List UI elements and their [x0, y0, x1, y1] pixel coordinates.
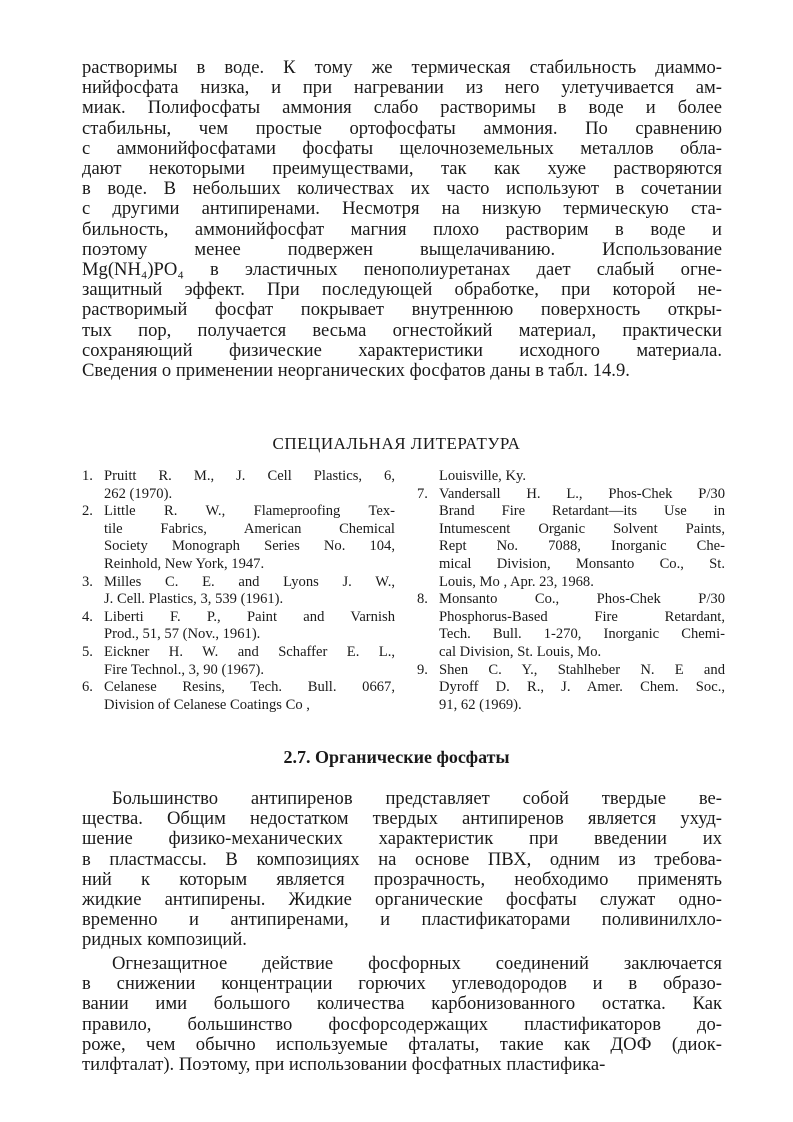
text-line: правило, большинство фосфорсодержащих пластификаторов до-: [82, 1013, 722, 1035]
text-line: Большинство антипиренов представляет собой твердые ве-: [112, 788, 722, 809]
text-line: миак. Полифосфаты аммония слабо растворимы в воде и более: [82, 97, 722, 119]
text-line: с аммонийфосфатами фосфаты щелочноземельных металлов обла-: [82, 137, 722, 159]
reference-line: Division of Celanese Coatings Co ,: [104, 696, 310, 713]
reference-number: 9.: [417, 661, 428, 678]
reference-entry: [82, 644, 395, 679]
section-heading: 2.7. Органические фосфаты: [283, 747, 510, 767]
text-line: в пластмассы. В композициях на основе ПВХ, одним из требова-: [82, 848, 722, 870]
reference-entry: [82, 468, 395, 503]
reference-number: 1.: [82, 468, 93, 484]
reference-line: Reinhold, New York, 1947.: [104, 555, 265, 572]
paragraph-organic-phosphates-intro: [82, 789, 722, 951]
text-line: тых пор, получается весьма огнестойкий материал, практически: [82, 319, 722, 341]
text-line: сохраняющий физические характеристики исходного материала.: [82, 339, 722, 361]
text-line: ний к которым является прозрачность, необходимо применять: [82, 868, 722, 890]
reference-line: Brand Fire Retardant—its Use in: [439, 503, 725, 520]
reference-entry: [82, 574, 395, 609]
reference-line: Fire Technol., 3, 90 (1967).: [104, 661, 265, 678]
text-line: щества. Общим недостатком твердых антипиренов является ухуд-: [82, 808, 722, 830]
text-line: Огнезащитное действие фосфорных соединений заключается: [112, 953, 722, 974]
reference-number: 8.: [417, 591, 428, 608]
reference-line: Intumescent Organic Solvent Paints,: [439, 520, 725, 537]
reference-line: Society Monograph Series No. 104,: [104, 538, 395, 555]
text-line: бильность, аммонийфосфат магния плохо растворим в воде и: [82, 218, 722, 240]
reference-number: 4.: [82, 608, 93, 625]
reference-entry: [82, 503, 395, 573]
reference-line: 262 (1970).: [104, 485, 173, 502]
reference-entry: [417, 468, 725, 486]
text-line: дают некоторыми преимуществами, так как хуже растворяются: [82, 158, 722, 180]
reference-line: cal Division, St. Louis, Mo.: [439, 643, 602, 660]
reference-line: Phosphorus-Based Fire Retardant,: [439, 608, 725, 625]
reference-line: Celanese Resins, Tech. Bull. 0667,: [104, 679, 395, 696]
reference-entry: [417, 591, 725, 661]
text-line: растворимый фосфат покрывает внутреннюю поверхность откры-: [82, 299, 722, 321]
reference-line: Milles C. E. and Lyons J. W.,: [104, 573, 395, 590]
reference-line: Vandersall H. L., Phos-Chek P/30: [439, 485, 725, 502]
text-line: жидкие антипирены. Жидкие органические фосфаты служат одно-: [82, 889, 722, 911]
text-line: с другими антипиренами. Несмотря на низкую термическую ста-: [82, 198, 722, 220]
reference-line: mical Division, Monsanto Co., St.: [439, 555, 725, 572]
text-line: стабильны, чем простые ортофосфаты аммония. По сравнению: [82, 117, 722, 139]
reference-entry: [82, 679, 395, 714]
reference-number: 3.: [82, 573, 93, 590]
text-line: в воде. В небольших количествах их часто используют в сочетании: [82, 178, 722, 200]
reference-line: Pruitt R. M., J. Cell Plastics, 6,: [104, 468, 395, 484]
text-line: растворимы в воде. К тому же термическая стабильность диаммо-: [82, 57, 722, 78]
reference-number: 7.: [417, 485, 428, 502]
reference-entry: [82, 609, 395, 644]
text-line: нийфосфата низка, и при нагревании из него улетучивается ам-: [82, 77, 722, 99]
paragraph-fire-retardant-action: [82, 954, 722, 1075]
literature-heading: СПЕЦИАЛЬНАЯ ЛИТЕРАТУРА: [272, 434, 521, 453]
reference-line: Dyroff D. R., J. Amer. Chem. Soc.,: [439, 679, 725, 696]
text-line: шение физико-механических характеристик при введении их: [82, 828, 722, 850]
text-line: защитный эффект. При последующей обработке, при которой не-: [82, 279, 722, 301]
reference-number: 5.: [82, 643, 93, 660]
reference-line: J. Cell. Plastics, 3, 539 (1961).: [104, 591, 284, 608]
reference-line: Shen C. Y., Stahlheber N. E and: [439, 661, 725, 678]
reference-line: Louisville, Ky.: [439, 468, 527, 484]
reference-line: Tech. Bull. 1-270, Inorganic Chemi-: [439, 626, 725, 643]
text-line: в снижении концентрации горючих углеводородов и в образо-: [82, 973, 722, 995]
reference-line: 91, 62 (1969).: [439, 696, 522, 713]
reference-entry: [417, 486, 725, 592]
reference-line: Louis, Mo , Apr. 23, 1968.: [439, 573, 594, 590]
reference-entry: [417, 662, 725, 715]
reference-line: Little R. W., Flameproofing Tex-: [104, 503, 395, 520]
reference-number: 2.: [82, 503, 93, 520]
text-line: вании ими большого количества карбонизованного остатка. Как: [82, 993, 722, 1015]
reference-line: Liberti F. P., Paint and Varnish: [104, 608, 395, 625]
reference-line: tile Fabrics, American Chemical: [104, 520, 395, 537]
references-right-column: [417, 468, 725, 714]
paragraph-inorganic-phosphates: [82, 58, 722, 381]
text-line: временно и антипиренами, и пластификаторами поливинилхло-: [82, 909, 722, 931]
text-line: поэтому менее подвержен выщелачиванию. Использование: [82, 238, 722, 260]
text-line: ридных композиций.: [82, 929, 247, 951]
text-line: Сведения о применении неорганических фосфатов даны в табл. 14.9.: [82, 360, 630, 382]
reference-line: Prod., 51, 57 (Nov., 1961).: [104, 626, 261, 643]
text-line: роже, чем обычно используемые фталаты, такие как ДОФ (диок-: [82, 1033, 722, 1055]
text-line: тилфталат). Поэтому, при использовании фосфатных пластифика-: [82, 1054, 606, 1076]
reference-line: Monsanto Co., Phos-Chek P/30: [439, 591, 725, 608]
references-left-column: [82, 468, 395, 714]
reference-line: Rept No. 7088, Inorganic Che-: [439, 538, 725, 555]
text-line: Mg(NH₄)PO₄ в эластичных пенополиуретанах дает слабый огне-: [82, 259, 722, 281]
reference-line: Eickner H. W. and Schaffer E. L.,: [104, 643, 395, 660]
reference-number: 6.: [82, 679, 93, 696]
